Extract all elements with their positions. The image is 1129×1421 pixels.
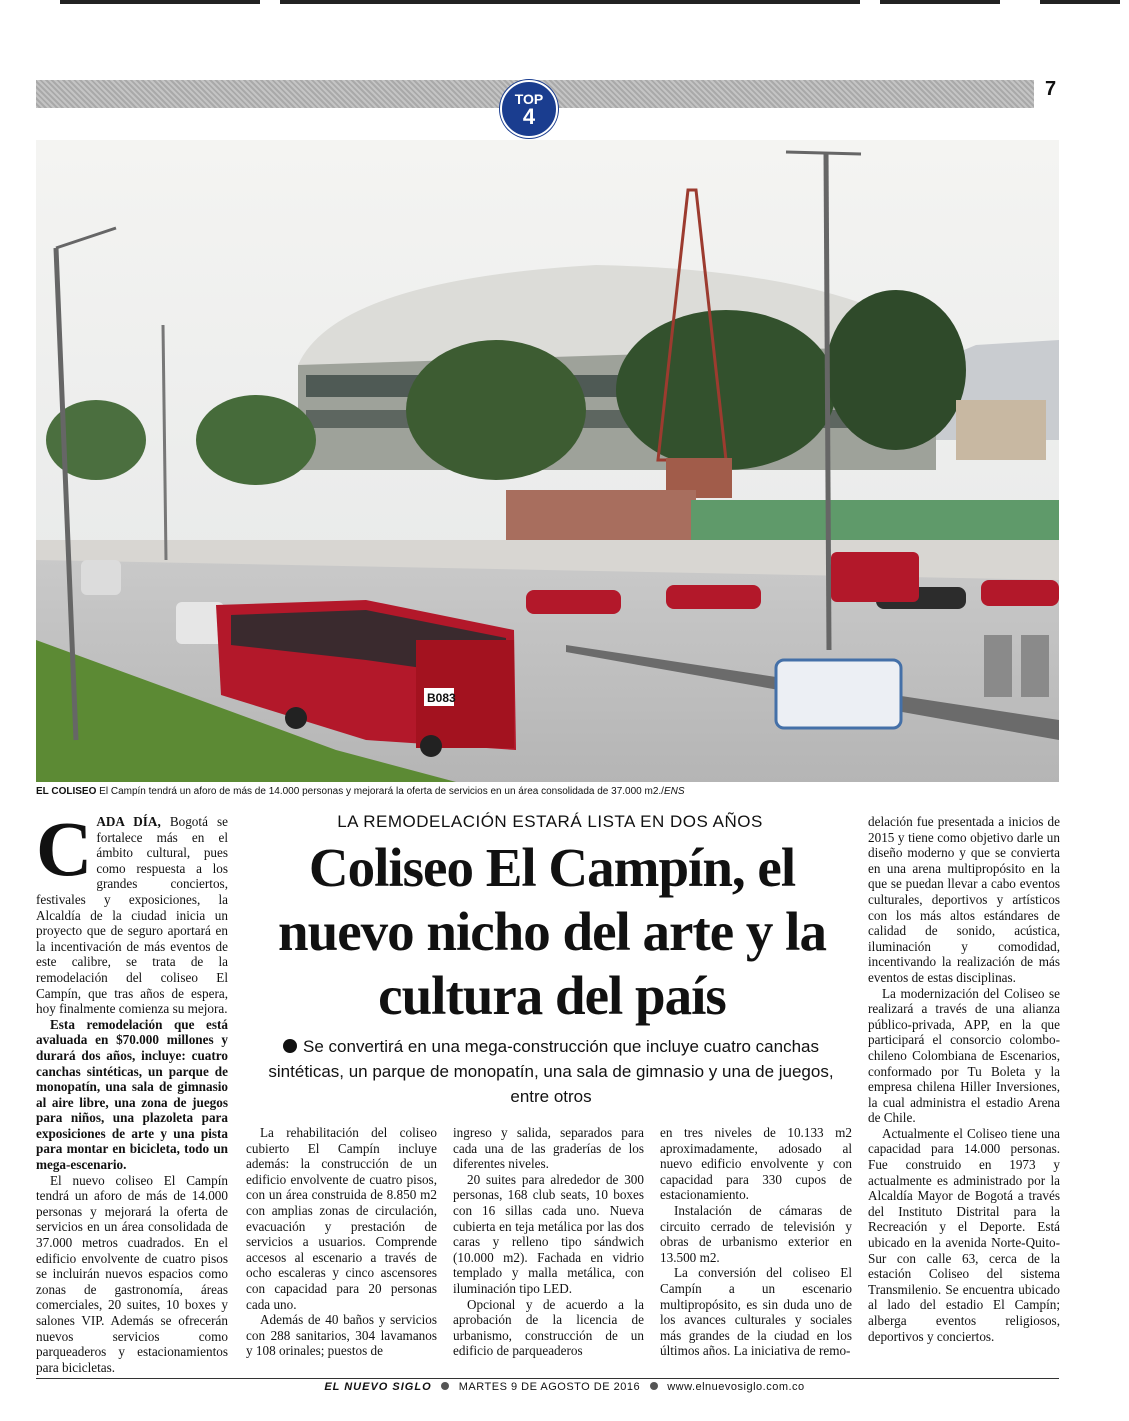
car [81,560,121,595]
column-1 [36,805,228,1375]
phone-booth [984,635,1012,697]
col2-paragraph-1: La rehabilitación del coliseo cubierto El Campín incluye además: la construcción de un edificio envolvente de cuatro pisos, con un área construida de 8.850 m2 con amplias zonas de circulación, evacuación y prestación de servicios a usuarios. Comprende accesos al escenario a través de ocho escaleras y cinco ascensores con capacidad para 20 personas cada uno. [246,1125,437,1312]
drop-cap: C [36,805,93,892]
col4-paragraph-3: La conversión del coliseo El Campín a un escenario multipropósito, es sin duda uno de los avances culturales y sociales más grandes de la ciudad en los últimos años. La iniciativa de remo- [660,1265,852,1359]
column-4 [660,1125,852,1359]
col2-paragraph-2: Además de 40 baños y servicios con 288 sanitarios, 304 lavamanos y 108 orinales; puestos de [246,1312,437,1359]
column-3 [453,1125,644,1359]
top-rule [0,0,1129,6]
col1-p1-text: Bogotá se fortalece más en el ámbito cultural, pues como respuesta a los grandes conciertos, festivales y exposiciones, la Alcaldía de la ciudad inicia un proyecto que de seguro aportará en la incentivación de más eventos de este calibre, se trata de la remodelación del coliseo El Campín, que tras años de espera, hoy finalmente comienza su mejora. [36,814,228,1017]
page-number: 7 [1045,78,1057,100]
car [526,590,621,614]
col4-paragraph-1: en tres niveles de 10.133 m2 aproximadamente, adosado al nuevo edificio envolvente y con capacidad para 330 cupos de estacionamiento. [660,1125,852,1203]
col1-paragraph-1 [36,805,228,1017]
caption-label: EL COLISEO [36,786,97,797]
col3-paragraph-2: 20 suites para alrededor de 300 personas, 168 club seats, 10 boxes con 16 sillas cada uno. Nueva cubierta en teja metálica por las dos caras y relleno tipo sándwich (10.000 m2). Fachada en vidrio templado y malla metálica, con iluminación tipo LED. [453,1171,644,1296]
col3-paragraph-1: ingreso y salida, separados para cada una de las graderías de los diferentes niveles. [453,1125,644,1172]
car [981,580,1059,606]
tree [196,395,316,485]
bus-number: B083 [427,691,456,705]
col5-paragraph-1: delación fue presentada a inicios de 2015 y tiene como objetivo darle un diseño moderno y que se convierta en una arena multipropósito en la que se puedan llevar a cabo eventos culturales, deportivos y artísticos con los más altos estándares de calidad de sonido, acústica, iluminación y comodidad, incentivando la realización de más eventos de estas disciplinas. [868,814,1060,985]
col1-paragraph-3: El nuevo coliseo El Campín tendrá un aforo de más de 14.000 personas y mejorará la oferta de servicios en un área consolidada de 37.000 metros cuadrados. En el edificio envolvente de cuatro pisos se incluirán nuevos espacios como zonas de gastronomía, áreas comerciales, 20 suites, 10 boxes y salones VIP. Además se ofrecerán nuevos servicios como parqueaderos y estacionamientos para bicicletas. [36,1172,228,1375]
photo-caption [36,786,1059,797]
building [956,400,1046,460]
car [666,585,761,609]
caption-credit: ENS [663,786,685,797]
deck-text: Se convertirá en una mega-construcción que incluye cuatro canchas sintéticas, un parque de monopatín, una sala de gimnasio y una de juegos, entre otros [268,1037,834,1106]
tree [616,310,836,470]
footer-date: MARTES 9 DE AGOSTO DE 2016 [458,1381,641,1393]
top4-badge [500,80,558,138]
tree [826,290,966,450]
coliseo-photo [36,140,1059,782]
caption-text: El Campín tendrá un aforo de más de 14.000 personas y mejorará la oferta de servicios en un área consolidada de 37.000 m2./ [99,786,664,797]
footer-brand: EL NUEVO SIGLO [324,1381,432,1393]
street-lamp [826,152,829,650]
coliseum-window-band-2 [306,410,926,428]
bus-wheel [420,735,442,757]
deck [266,1034,836,1109]
footer-separator [650,1382,658,1390]
headline: Coliseo El Campín, el nuevo nicho del arte y la cultura del país [278,837,826,1026]
col3-paragraph-3: Opcional y de acuerdo a la aprobación de la licencia de urbanismo, construcción de un edificio de parqueaderos [453,1296,644,1359]
bullet-dot [283,1039,297,1053]
col5-paragraph-3: Actualmente el Coliseo tiene una capacidad para 14.000 personas. Fue construido en 1973 y actualmente es administrado por la Alcaldía Mayor de Bogotá a través del Instituto Distrital para la Recreación y el Deporte. Está ubicado en la avenida Norte-Quito-Sur con calle 63, cerca de la estación Coliseo del sistema Transmilenio. Se encuentra ubicado al lado del estadio El Campín; alberga eventos religiosos, deportivos y conciertos. [868,1125,1060,1344]
footer-separator [441,1382,449,1390]
badge-top-label: TOP [514,91,544,107]
lead-in: ADA DÍA, [96,814,161,829]
red-minibus [831,552,919,602]
page-footer [0,1381,1129,1393]
street-lamp-arm [786,152,861,154]
col1-paragraph-2: Esta remodelación que está avaluada en $70.000 millones y durará dos años, incluye: cuatro canchas sintéticas, un parque de monopatín, una sala de gimnasio al aire libre, una zona de juegos para niños, una plazoleta para exposiciones de arte y una pista para montar en bicicleta, todo un mega-escenario. [36,1016,228,1173]
bus-wheel [285,707,307,729]
col5-paragraph-2: La modernización del Coliseo se realizará a través de una alianza público-privada, APP, en la que participará el consorcio colombo-chileno Colombiana de Escenarios, conformado por Tu Boleta y la empresa chilena Hiller Inversiones, la cual administra el estadio Arena de Chile. [868,985,1060,1126]
column-5 [868,814,1060,1344]
footer-url[interactable]: www.elnuevosiglo.com.co [667,1381,805,1393]
badge-number: 4 [522,104,536,129]
white-van [776,660,901,728]
col4-paragraph-2: Instalación de cámaras de circuito cerrado de televisión y obras de urbanismo exterior en 13.500 m2. [660,1202,852,1265]
kicker: LA REMODELACIÓN ESTARÁ LISTA EN DOS AÑOS [337,812,763,831]
tree [406,340,586,480]
column-2 [246,1125,437,1359]
footer-rule [36,1378,1059,1379]
phone-booth [1021,635,1049,697]
